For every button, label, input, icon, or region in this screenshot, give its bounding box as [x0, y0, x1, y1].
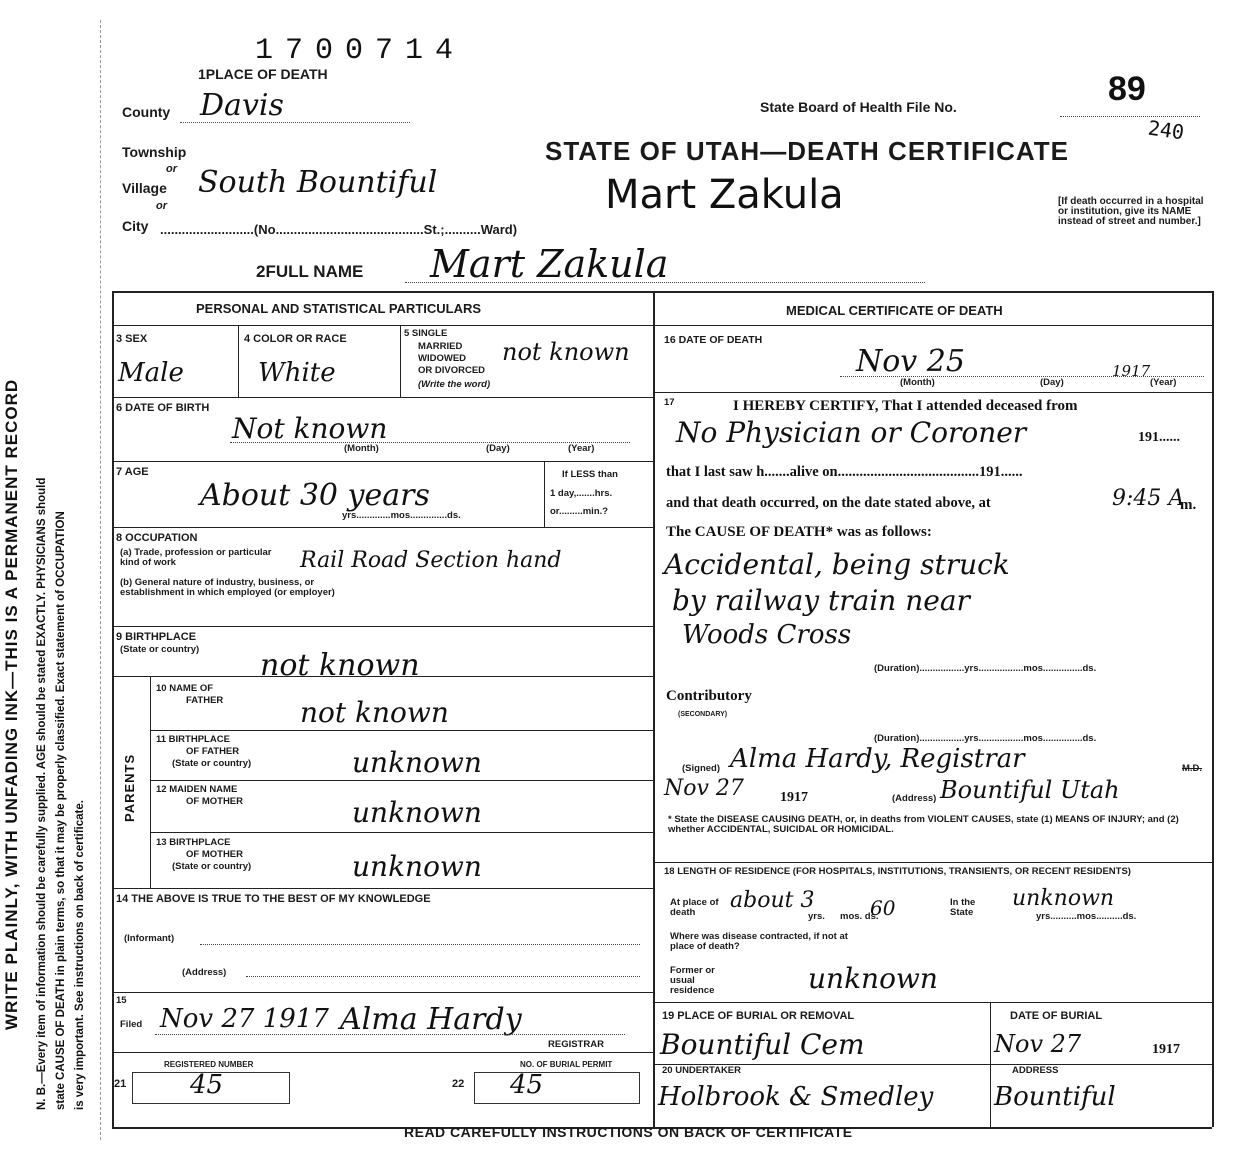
or-2: or	[156, 200, 167, 212]
footer-instructions: READ CAREFULLY INSTRUCTIONS ON BACK OF CERTIFICATE	[404, 1124, 853, 1140]
undertaker-value: Holbrook & Smedley	[658, 1082, 934, 1112]
father-bp-label-3: (State or country)	[172, 758, 252, 769]
registrar-signature: Alma Hardy	[340, 1002, 522, 1037]
burial-date-label: DATE OF BURIAL	[1010, 1010, 1103, 1022]
contributory-label: Contributory	[666, 688, 752, 704]
mos-ds-label: mos. ds.	[840, 911, 879, 922]
dob-month: (Month)	[344, 443, 379, 454]
burial-year: 1917	[1152, 1042, 1180, 1057]
age-less-3: or.........min.?	[550, 506, 609, 517]
file-no-value: 89	[1108, 70, 1146, 108]
attend-suffix: 191......	[1138, 430, 1180, 445]
burial-permit-box	[474, 1072, 640, 1104]
city-line: ..........................(No.........................................St.;..........Ward)	[160, 222, 518, 237]
dob-label: 6 DATE OF BIRTH	[116, 402, 210, 414]
medical-heading: MEDICAL CERTIFICATE OF DEATH	[786, 303, 1003, 318]
age-units: yrs.............mos..............ds.	[342, 510, 461, 521]
village-label: Village	[122, 180, 167, 196]
name-annotation: Mart Zakula	[605, 172, 844, 218]
age-less-1: If LESS than	[562, 469, 618, 480]
marital-value: not known	[502, 338, 630, 366]
village-value: South Bountiful	[198, 165, 438, 200]
burial-permit-value: 45	[510, 1070, 544, 1100]
birthplace-value: not known	[260, 648, 420, 683]
signed-year: 1917	[780, 790, 808, 805]
mother-value: unknown	[352, 796, 482, 829]
township-label: Township	[122, 144, 187, 160]
race-value: White	[258, 358, 336, 388]
yrs-label: yrs.	[808, 911, 825, 922]
certify-num: 17	[664, 397, 675, 408]
signed-address-value: Bountiful Utah	[940, 776, 1120, 804]
burial-label: 19 PLACE OF BURIAL OR REMOVAL	[662, 1010, 855, 1022]
in-state-value: unknown	[1012, 886, 1115, 911]
mother-label-2: OF MOTHER	[186, 796, 243, 807]
or-1: or	[166, 163, 177, 175]
filed-label: Filed	[120, 1019, 143, 1030]
reg-num-value: 45	[190, 1070, 224, 1100]
at-place-value: about 3	[730, 888, 815, 913]
address2-value: Bountiful	[994, 1082, 1116, 1112]
cause-footnote: * State the DISEASE CAUSING DEATH, or, in deaths from VIOLENT CAUSES, state (1) MEANS OF INJURY; and (2) whether ACCIDENTAL, SUICIDAL OR HOMICIDAL.	[668, 814, 1179, 835]
file-no-label: State Board of Health File No.	[760, 99, 957, 115]
occupation-value: Rail Road Section hand	[300, 548, 562, 573]
address-label: (Address)	[182, 967, 227, 978]
secondary-label: (SECONDARY)	[678, 711, 728, 718]
occupation-b: (b) General nature of industry, business, or establishment in which employed (or employer)	[120, 577, 335, 598]
marital-label-2: MARRIED	[418, 341, 463, 352]
undertaker-label: 20 UNDERTAKER	[662, 1065, 742, 1076]
burial-date-value: Nov 27	[994, 1030, 1082, 1058]
father-value: not known	[300, 696, 449, 729]
father-label-2: FATHER	[186, 695, 224, 706]
marital-label-1: 5 SINGLE	[404, 328, 448, 339]
attend-value: No Physician or Coroner	[676, 416, 1027, 449]
burial-permit-label: NO. OF BURIAL PERMIT	[520, 1060, 613, 1069]
father-bp-value: unknown	[352, 746, 482, 779]
day-caption: (Day)	[1040, 377, 1064, 388]
mother-bp-label-2: OF MOTHER	[186, 849, 243, 860]
burial-permit-pre: 22	[452, 1078, 465, 1090]
death-occurred: and that death occurred, on the date stated above, at	[666, 495, 991, 511]
binding-line	[100, 20, 101, 1140]
occupation-a: (a) Trade, profession or particular kind of work	[120, 547, 272, 568]
signed-value: Alma Hardy, Registrar	[730, 744, 1025, 774]
age-value: About 30 years	[200, 478, 430, 513]
side-note-3: is very important. See instructions on back of certificate.	[74, 800, 86, 1110]
father-bp-label-1: 11 BIRTHPLACE	[156, 734, 230, 745]
burial-value: Bountiful Cem	[660, 1028, 865, 1061]
full-name-value: Mart Zakula	[430, 242, 669, 286]
race-label: 4 COLOR OR RACE	[244, 333, 347, 345]
registrar-label: REGISTRAR	[548, 1039, 604, 1050]
sex-label: 3 SEX	[116, 333, 148, 345]
duration-2: (Duration).................yrs.................mos...............ds.	[874, 733, 1097, 744]
side-note-2: state CAUSE OF DEATH in plain terms, so that it may be properly classified. Exact statement of OCCUPATION	[55, 511, 67, 1110]
year-caption: (Year)	[1150, 377, 1177, 388]
marital-label-4: OR DIVORCED	[418, 365, 486, 376]
age-less-2: 1 day,.......hrs.	[550, 488, 613, 499]
full-name-label: 2FULL NAME	[256, 262, 364, 281]
city-label: City	[122, 218, 149, 234]
last-saw: that I last saw h.......alive on.......................................191......	[666, 464, 1023, 480]
place-of-death-label: 1PLACE OF DEATH	[198, 66, 328, 82]
date-of-death-value: Nov 25	[856, 344, 965, 379]
residence-label: 18 LENGTH OF RESIDENCE (FOR HOSPITALS, INSTITUTIONS, TRANSIENTS, OR RECENT RESIDENTS)	[664, 866, 1131, 877]
parents-label: PARENTS	[122, 753, 137, 822]
serial-number: 1700714	[255, 34, 466, 68]
mother-bp-label-3: (State or country)	[172, 861, 252, 872]
cause-line-2: by railway train near	[672, 584, 970, 617]
personal-heading: PERSONAL AND STATISTICAL PARTICULARS	[196, 301, 482, 316]
at-place-label: At place of death	[670, 897, 719, 918]
marital-label-5: (Write the word)	[418, 379, 491, 390]
dob-year: (Year)	[568, 443, 595, 454]
county-value: Davis	[200, 88, 284, 123]
time-suffix: m.	[1180, 497, 1197, 513]
filed-num: 15	[116, 995, 127, 1006]
mos-value: 60	[870, 896, 896, 920]
birthplace-sub: (State or country)	[120, 644, 200, 655]
side-note-1: N. B.—Every item of information should be carefully supplied. AGE should be stated EXACTLY. PHYSICIANS should	[36, 477, 48, 1110]
md-label: M.D.	[1182, 763, 1203, 774]
mother-bp-value: unknown	[352, 850, 482, 883]
county-label: County	[122, 104, 171, 120]
cause-line-1: Accidental, being struck	[664, 548, 1010, 581]
dob-day: (Day)	[486, 443, 510, 454]
address2-label: ADDRESS	[1012, 1065, 1059, 1076]
time-value: 9:45 A	[1112, 486, 1185, 511]
mother-label-1: 12 MAIDEN NAME	[156, 784, 238, 795]
signed-label: (Signed)	[682, 763, 720, 774]
date-of-death-year: 1917	[1112, 362, 1151, 380]
dob-value: Not known	[232, 412, 388, 445]
reg-num-pre: 21	[114, 1078, 127, 1090]
former-label: Former or usual residence	[670, 965, 715, 996]
cause-line-3: Woods Cross	[682, 620, 852, 650]
sex-value: Male	[118, 358, 184, 388]
knowledge-label: 14 THE ABOVE IS TRUE TO THE BEST OF MY KNOWLEDGE	[116, 893, 431, 905]
certify-text: I HEREBY CERTIFY, That I attended deceased from	[733, 398, 1078, 414]
marital-label-3: WIDOWED	[418, 353, 467, 364]
month-caption: (Month)	[900, 377, 935, 388]
cause-label: The CAUSE OF DEATH* was as follows:	[666, 524, 932, 540]
contracted-label: Where was disease contracted, if not at place of death?	[670, 931, 848, 952]
filed-value: Nov 27 1917	[160, 1004, 329, 1034]
age-label: 7 AGE	[116, 466, 149, 478]
former-value: unknown	[808, 962, 938, 995]
father-bp-label-2: OF FATHER	[186, 746, 240, 757]
state-units: yrs..........mos..........ds.	[1036, 911, 1137, 922]
certificate-title: STATE OF UTAH—DEATH CERTIFICATE	[545, 136, 1069, 166]
signed-date: Nov 27	[664, 776, 744, 801]
file-sub-value: 240	[1146, 115, 1186, 145]
duration-1: (Duration).................yrs.................mos...............ds.	[874, 663, 1097, 674]
reg-num-label: REGISTERED NUMBER	[164, 1060, 254, 1069]
occupation-label: 8 OCCUPATION	[116, 532, 198, 544]
informant-label: (Informant)	[124, 933, 175, 944]
hospital-note: [If death occurred in a hospital or institution, give its NAME instead of street and number.]	[1058, 196, 1204, 227]
father-label-1: 10 NAME OF	[156, 683, 214, 694]
side-warning: WRITE PLAINLY, WITH UNFADING INK—THIS IS A PERMANENT RECORD	[2, 378, 21, 1030]
mother-bp-label-1: 13 BIRTHPLACE	[156, 837, 231, 848]
date-of-death-label: 16 DATE OF DEATH	[664, 334, 763, 346]
in-state-label: In the State	[950, 897, 976, 918]
birthplace-label: 9 BIRTHPLACE	[116, 631, 197, 643]
signed-address-label: (Address)	[892, 793, 937, 804]
